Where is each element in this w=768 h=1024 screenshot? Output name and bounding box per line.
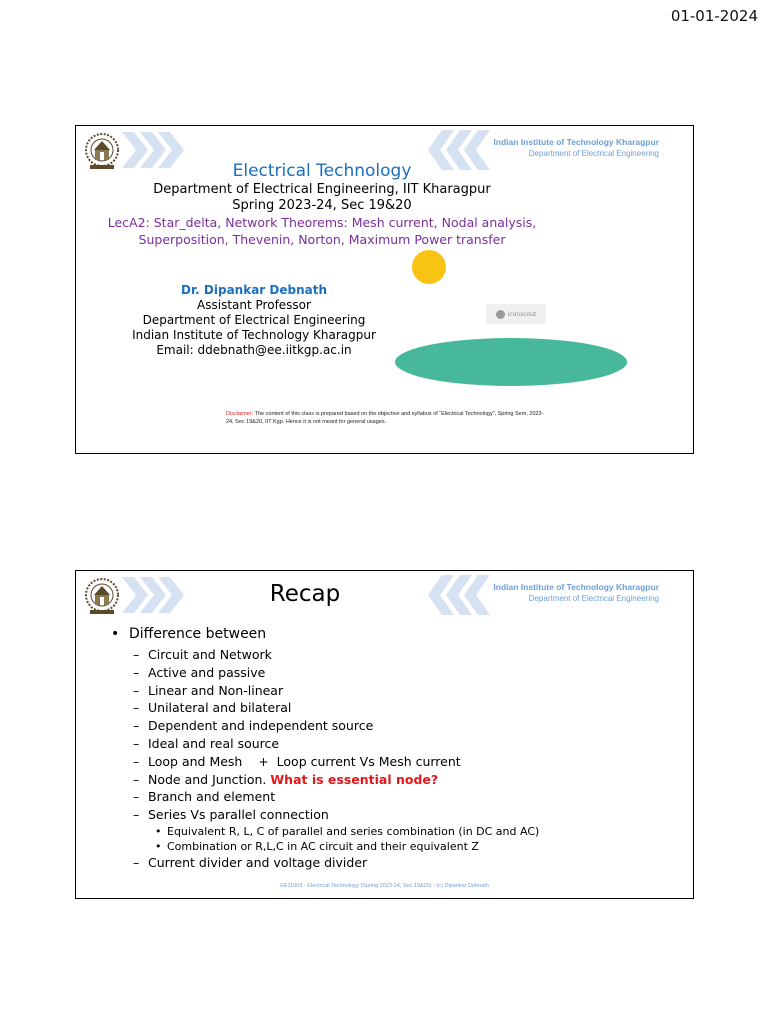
course-title: Electrical Technology [232, 161, 412, 181]
disclaimer-label: Disclaimer: [226, 411, 254, 417]
list-item [133, 735, 539, 753]
lecture-topics-line-2: Superposition, Thevenin, Norton, Maximum Power transfer [138, 232, 506, 247]
dash-icon: – [133, 735, 140, 751]
list-item-text: Dependent and independent source [148, 718, 374, 734]
iconscout-watermark-text: iconscout [507, 310, 537, 318]
list-item-text: Current divider and voltage divider [148, 854, 368, 870]
bullet-dot-icon: • [111, 626, 120, 642]
list-item [133, 717, 539, 735]
dash-icon: – [133, 664, 140, 680]
dash-icon: – [133, 807, 140, 823]
list-item [133, 788, 539, 806]
list-item-text: Series Vs parallel connection [148, 807, 329, 823]
dash-icon: – [133, 771, 140, 787]
recap-list [133, 646, 539, 872]
slide-footer: EE11003 - Electrical Technology (Spring 2023-24, Sec 19&20) - (c) Dipankar Debnath [280, 883, 489, 889]
sun-graphic [412, 250, 446, 284]
list-item [133, 753, 539, 771]
institute-name: Indian Institute of Technology Kharagpur [493, 137, 659, 147]
disclaimer-text: The content of this class is prepared based on the objective and syllabus of “Electrical Technology”, Spring Sem, 2023-24, Sec 19&20, IIT Kgp. Hence it is not meant for general usages. [226, 411, 544, 425]
list-item [133, 699, 539, 717]
author-name: Dr. Dipankar Debnath [181, 283, 327, 297]
iconscout-logo-icon [496, 310, 505, 319]
department-line: Department of Electrical Engineering, IIT Kharagpur [153, 182, 491, 197]
author-email: Email: ddebnath@ee.iitkgp.ac.in [156, 343, 352, 357]
bullet-dot-icon: • [155, 824, 162, 838]
iconscout-watermark [486, 304, 546, 324]
main-bullet-text: Difference between [129, 626, 267, 642]
list-item-text: Circuit and Network [148, 647, 272, 662]
list-item-text: Active and passive [148, 664, 266, 680]
page-date: 01-01-2024 [670, 7, 758, 25]
main-bullet [111, 626, 266, 642]
bullet-dot-icon: • [155, 839, 162, 853]
list-item-text: Branch and element [148, 789, 276, 805]
author-title: Assistant Professor [197, 298, 311, 312]
list-item-text: Loop and Mesh + Loop current Vs Mesh current [148, 753, 461, 769]
author-institute: Indian Institute of Technology Kharagpur [132, 328, 376, 342]
list-item-text: Unilateral and bilateral [148, 700, 292, 716]
list-item-text: Linear and Non-linear [148, 682, 284, 698]
dash-icon: – [133, 718, 140, 734]
list-item [133, 664, 539, 682]
essential-node-question: What is essential node? [270, 771, 439, 787]
slide-1 [75, 125, 694, 454]
list-item [133, 806, 539, 824]
institute-department: Department of Electrical Engineering [528, 149, 659, 158]
list-item [133, 854, 539, 872]
sub-list-item [133, 824, 539, 839]
dash-icon: – [133, 700, 140, 716]
list-item-text: Ideal and real source [148, 735, 280, 751]
ellipse-graphic [395, 338, 627, 386]
lecture-topics-line-1: LecA2: Star_delta, Network Theorems: Mesh current, Nodal analysis, [107, 215, 537, 230]
list-item [133, 646, 539, 664]
institute-name: Indian Institute of Technology Kharagpur [493, 582, 659, 592]
sub-list-item-text: Combination or R,L,C in AC circuit and their equivalent Z [167, 839, 479, 853]
list-item-text: Node and Junction. [148, 771, 271, 787]
dash-icon: – [133, 789, 140, 805]
slide-title: Recap [269, 581, 341, 607]
author-department: Department of Electrical Engineering [142, 313, 366, 327]
term-line: Spring 2023-24, Sec 19&20 [232, 198, 412, 213]
list-item [133, 682, 539, 700]
dash-icon: – [133, 682, 140, 698]
list-item [133, 771, 539, 789]
dash-icon: – [133, 854, 140, 870]
dash-icon: – [133, 647, 140, 662]
slide-2 [75, 570, 694, 899]
sub-list-item-text: Equivalent R, L, C of parallel and series combination (in DC and AC) [167, 824, 540, 838]
dash-icon: – [133, 753, 140, 769]
institute-department: Department of Electrical Engineering [528, 594, 659, 603]
sub-list-item [133, 839, 539, 854]
disclaimer [226, 410, 546, 426]
